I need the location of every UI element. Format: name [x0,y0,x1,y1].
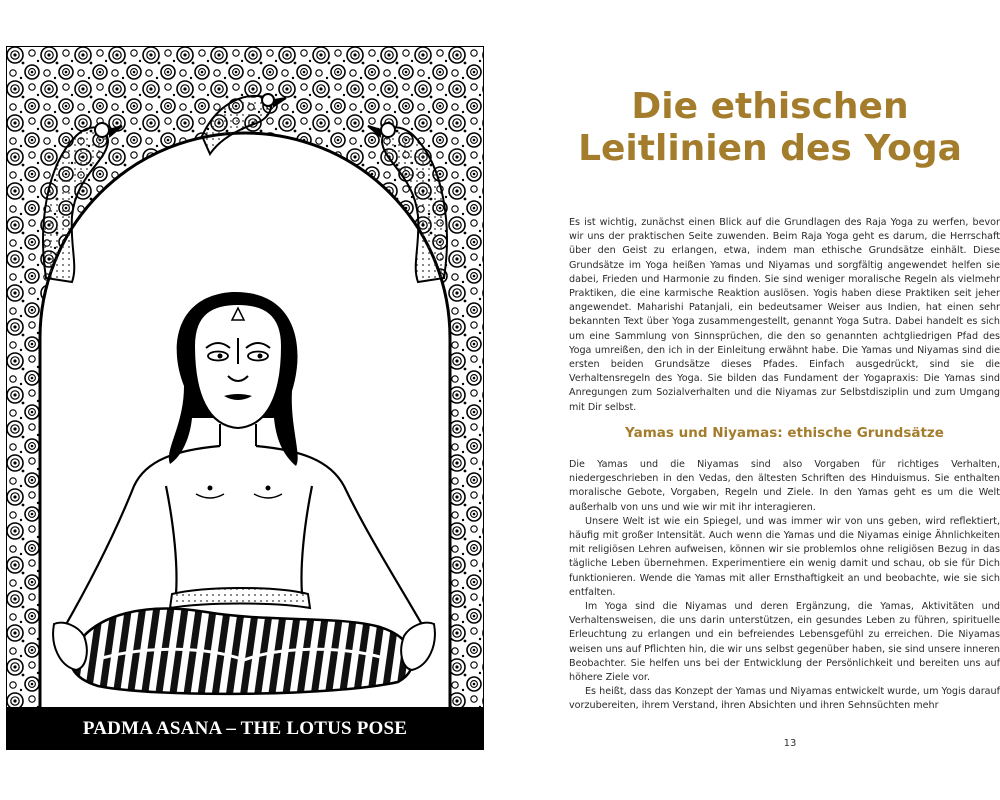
intro-paragraph: Es ist wichtig, zunächst einen Blick auf die Grundlagen des Raja Yoga zu werfen, bevor wir uns der praktischen Seite zuwenden. Beim Raja Yoga geht es darum, die Herrschaft über den Geist zu erlangen, etwa, indem man ethische Grundsätze einhält. Diese Grundsätze im Yoga heißen Yamas und Niyamas und sorgfältig angewendet helfen sie dabei, Frieden und Harmonie zu finden. Sie sind weniger moralische Regeln als vielmehr Praktiken, die eine karmische Reaktion auslösen. Yogis haben diese Praktiken seit jeher angewendet. Maharishi Patanjali, ein bedeutsamer Weiser aus Indien, hat einen sehr bekannten Text über Yoga zusammengestellt, genannt Yoga Sutra. Dabei handelt es sich um eine Sammlung von Sinnsprüchen, die den so genannten achtgliedrigen Pfad des Yoga umreißen, den ich in der Einleitung erwähnt habe. Die Yamas und Niyamas sind die ersten beiden Grundsätze dieses Pfades. Einfach ausgedrückt, sind sie die Verhaltensregeln des Yoga. Sie bilden das Fundament der Yogapraxis: Die Yamas sind Anregungen zum Sozialverhalten und die Niyamas zur Selbstdisziplin und zum Umgang mit Dir selbst. [569,217,1000,413]
page-title [560,86,980,170]
illustration-caption: PADMA ASANA – THE LOTUS POSE [82,718,408,739]
caption-band [6,708,484,750]
section-heading: Yamas und Niyamas: ethische Grundsätze [625,425,944,441]
section-paragraph-4: Es heißt, dass das Konzept der Yamas und Niyamas entwickelt wurde, um Yogis darauf vorzubereiten, ihrem Verstand, ihren Absichten und ihren Sehnsüchten mehr [569,686,1000,712]
lotus-pose-illustration [6,46,484,750]
section-paragraph-3: Im Yoga sind die Niyamas und deren Ergänzung, die Yamas, Aktivitäten und Verhaltensweisen, die uns darin unterstützen, ein gesundes Leben zu führen, spirituelle Erleuchtung zu erlangen und ein befreiendes Lebensgefühl zu erreichen. Die Niyamas weisen uns auf Pflichten hin, die wir uns selbst gegenüber haben, sie sind unsere inneren Beobachter. Sie helfen uns bei der Entwicklung der Persönlichkeit und bereiten uns auf höhere Ziele vor. [569,601,1000,684]
section-body [569,458,1000,714]
page-title-line-1: Die ethischen [631,86,909,127]
page-title-line-2: Leitlinien des Yoga [578,128,962,169]
lotus-pose-drawing [6,46,484,708]
section-paragraph-1: Die Yamas und die Niyamas sind also Vorgaben für richtiges Verhalten, niedergeschrieben in den Vedas, den ältesten Schriften des Hinduismus. Sie enthalten moralische Gebote, Vorgaben, Regeln und Ziele. In den Yamas geht es um die Welt außerhalb von uns und wie wir mit ihr interagieren. [569,459,1000,513]
intro-section [569,216,1000,415]
page-number: 13 [783,738,797,749]
section-paragraph-2: Unsere Welt ist wie ein Spiegel, und was immer wir von uns geben, wird reflektiert, häufig mit großer Intensität. Auch wenn die Yamas und die Niyamas einige Ähnlichkeiten mit religiösen Lehren aufweisen, können wir sie problemlos ohne religiösen Bezug in das tägliche Leben übernehmen. Experimentiere ein wenig damit und schau, ob sie für Dich funktionieren. Wende die Yamas mit aller Ernsthaftigkeit an und beobachte, wie sie sich entfalten. [569,515,1000,598]
